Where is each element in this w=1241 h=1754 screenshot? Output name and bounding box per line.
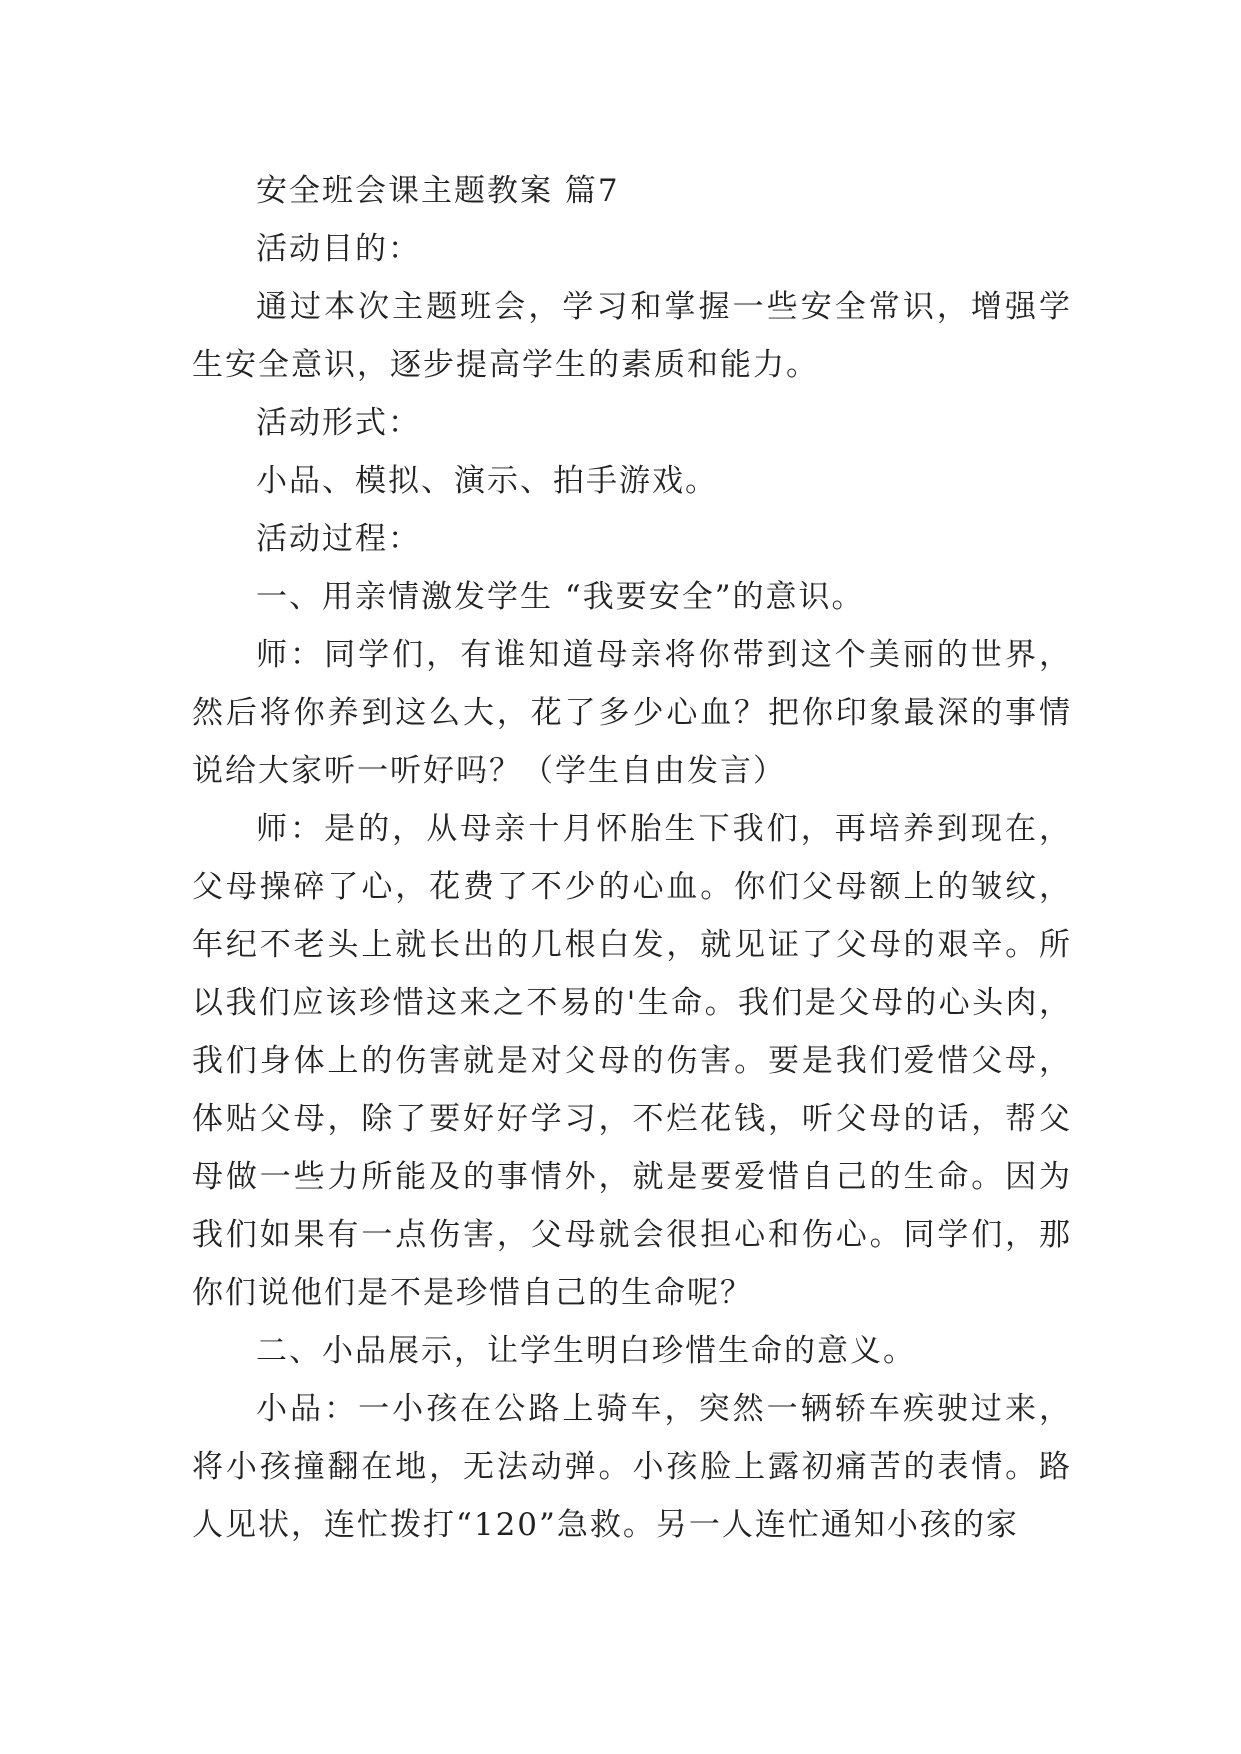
document-body (192, 162, 1072, 1554)
paragraph-teacher-response: 师：是的，从母亲十月怀胎生下我们，再培养到现在，父母操碎了心，花费了不少的心血。你们父母额上的皱纹，年纪不老头上就长出的几根白发，就见证了父母的艰辛。所以我们应该珍惜这来之不易的'生命。我们是父母的心头肉，我们身体上的伤害就是对父母的伤害。要是我们爱惜父母，体贴父母，除了要好好学习，不烂花钱，听父母的话，帮父母做一些力所能及的事情外，就是要爱惜自己的生命。因为我们如果有一点伤害，父母就会很担心和伤心。同学们，那你们说他们是不是珍惜自己的生命呢？ (192, 811, 1072, 1311)
paragraph-format: 小品、模拟、演示、拍手游戏。 (256, 463, 718, 499)
document-title: 安全班会课主题教案 篇7 (256, 173, 620, 209)
section-heading-process: 活动过程： (256, 521, 421, 557)
paragraph-skit: 小品：一小孩在公路上骑车，突然一辆轿车疾驶过来，将小孩撞翻在地，无法动弹。小孩脸上露初痛苦的表情。路人见状，连忙拨打“120”急救。另一人连忙通知小孩的家 (192, 1391, 1072, 1543)
paragraph-teacher-question: 师：同学们，有谁知道母亲将你带到这个美丽的世界，然后将你养到这么大，花了多少心血？把你印象最深的事情说给大家听一听好吗？（学生自由发言） (192, 637, 1072, 789)
section-heading-format: 活动形式： (256, 405, 421, 441)
step-heading-one: 一、用亲情激发学生 “我要安全”的意识。 (256, 579, 865, 615)
step-heading-two: 二、小品展示，让学生明白珍惜生命的意义。 (256, 1333, 916, 1369)
section-heading-purpose: 活动目的： (256, 231, 421, 267)
paragraph-purpose: 通过本次主题班会，学习和掌握一些安全常识，增强学生安全意识，逐步提高学生的素质和能力。 (192, 289, 1072, 383)
